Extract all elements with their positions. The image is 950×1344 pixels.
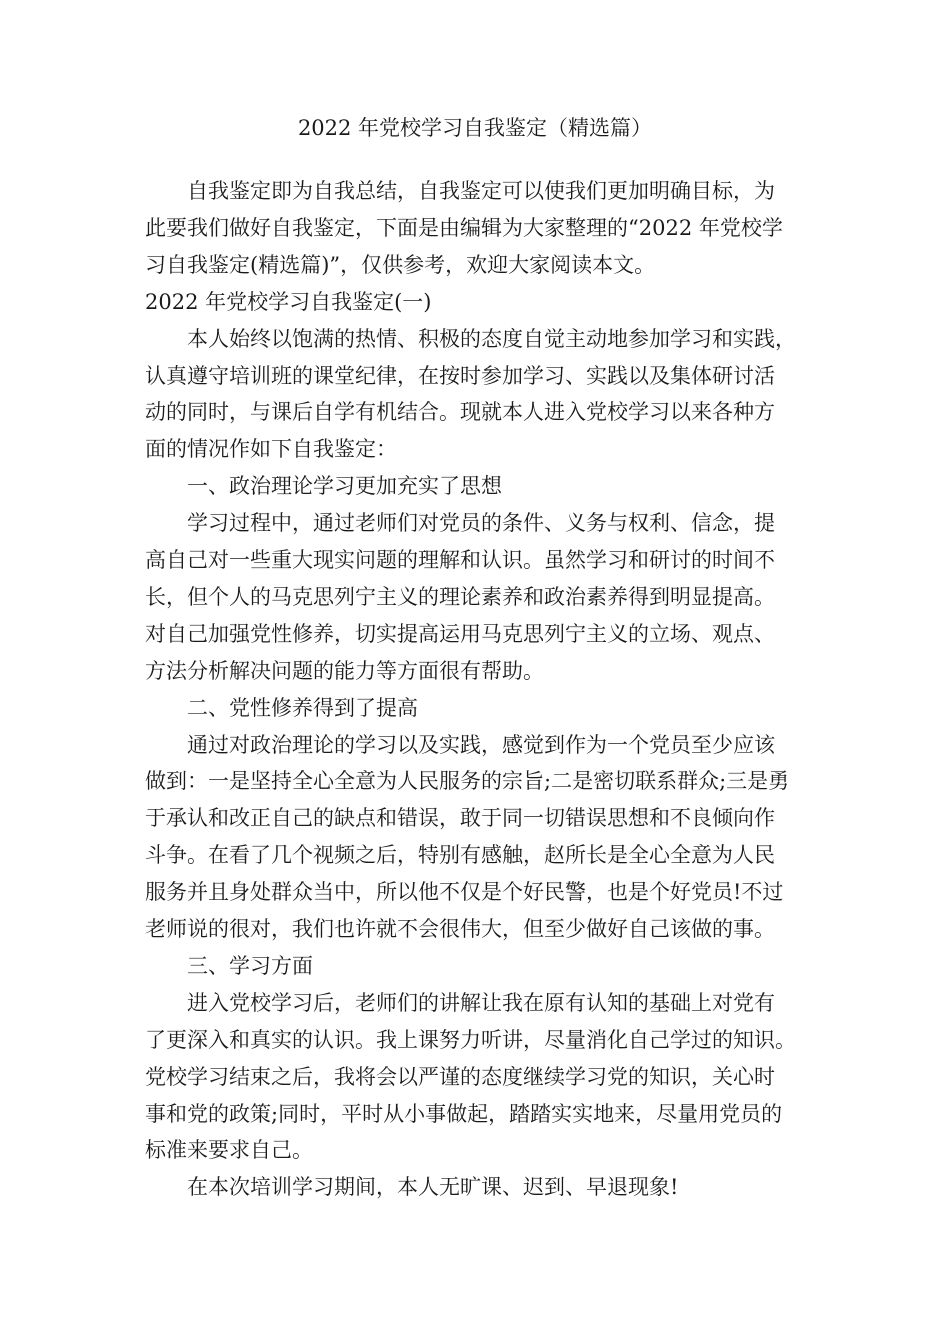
text-line: 2022 年党校学习自我鉴定(一) [145,289,432,314]
text-line: 一、政治理论学习更加充实了思想 [187,474,502,499]
text-line: 在本次培训学习期间，本人无旷课、迟到、早退现象! [187,1175,679,1200]
text-line: 长，但个人的马克思列宁主义的理论素养和政治素养得到明显提高。 [145,584,775,609]
text-line: 做到：一是坚持全心全意为人民服务的宗旨;二是密切联系群众;三是勇 [145,769,790,794]
text-line: 标准来要求自己。 [145,1138,313,1163]
text-line: 自我鉴定即为自我总结，自我鉴定可以使我们更加明确目标，为 [187,179,775,203]
text-line: 方法分析解决问题的能力等方面很有帮助。 [145,658,544,683]
text-line: 高自己对一些重大现实问题的理解和认识。虽然学习和研讨的时间不 [145,548,775,572]
document-title: 2022 年党校学习自我鉴定（精选篇） [297,116,653,140]
text-line: 斗争。在看了几个视频之后，特别有感触，赵所长是全心全意为人民 [145,843,775,868]
text-line: 三、学习方面 [187,953,313,978]
text-line: 动的同时，与课后自学有机结合。现就本人进入党校学习以来各种方 [145,400,775,425]
text-line: 党校学习结束之后，我将会以严谨的态度继续学习党的知识，关心时 [145,1064,775,1089]
text-line: 二、党性修养得到了提高 [187,695,418,720]
text-line: 认真遵守培训班的课堂纪律，在按时参加学习、实践以及集体研讨活 [145,363,775,388]
text-line: 于承认和改正自己的缺点和错误，敢于同一切错误思想和不良倾向作 [145,806,775,831]
text-line: 本人始终以饱满的热情、积极的态度自觉主动地参加学习和实践， [187,326,796,351]
text-line: 此要我们做好自我鉴定，下面是由编辑为大家整理的“2022 年党校学 [145,215,783,240]
text-line: 对自己加强党性修养，切实提高运用马克思列宁主义的立场、观点、 [145,621,775,646]
text-line: 事和党的政策;同时，平时从小事做起，踏踏实实地来，尽量用党员的 [145,1101,783,1126]
text-line: 进入党校学习后，老师们的讲解让我在原有认知的基础上对党有 [187,990,775,1015]
text-line: 学习过程中，通过老师们对党员的条件、义务与权利、信念，提 [187,511,775,536]
text-line: 通过对政治理论的学习以及实践，感觉到作为一个党员至少应该 [187,732,775,757]
text-line: 老师说的很对，我们也许就不会很伟大，但至少做好自己该做的事。 [145,917,775,941]
text-line: 服务并且身处群众当中，所以他不仅是个好民警，也是个好党员!不过 [145,880,784,905]
text-line: 了更深入和真实的认识。我上课努力听讲，尽量消化自己学过的知识。 [145,1027,796,1052]
text-line: 习自我鉴定(精选篇)”，仅供参考，欢迎大家阅读本文。 [145,252,656,277]
text-line: 面的情况作如下自我鉴定： [145,437,397,462]
